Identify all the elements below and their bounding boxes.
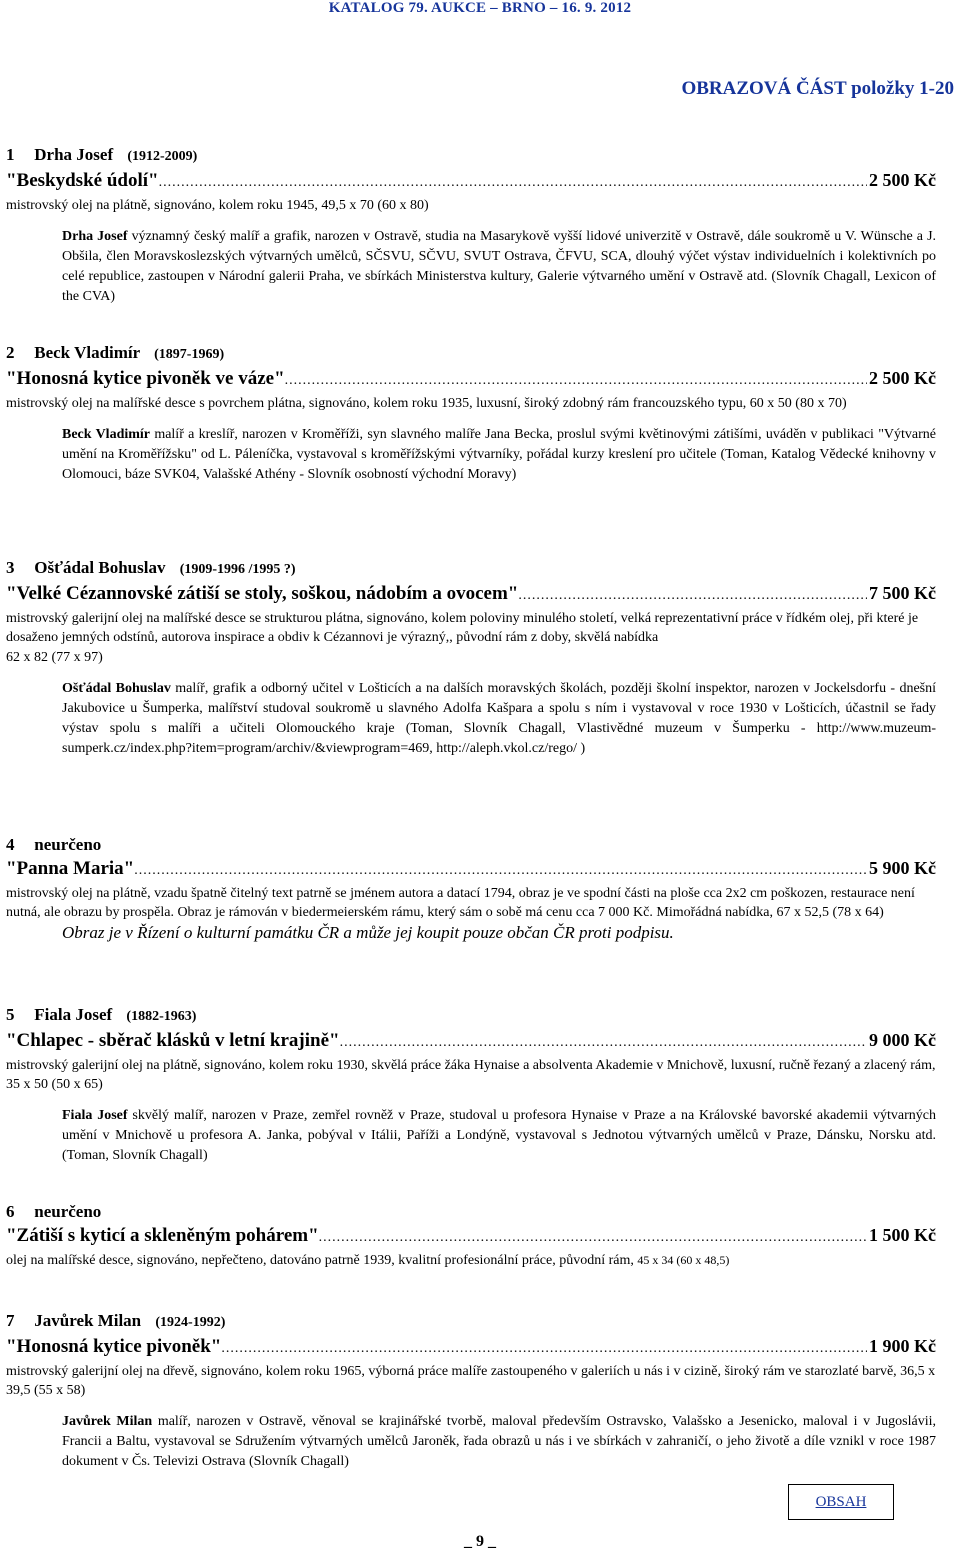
lot-item [6, 144, 936, 307]
artist-name: Drha Josef [34, 145, 114, 164]
leader-dots [285, 369, 867, 393]
bio-text: malíř, grafik a odborný učitel v Lošticích a na dalších moravských školách, později školní inspektor, narozen v Jockelsdorfu - dnešní Jakubovice u Šumperka, malířství studoval soukromě u slavného Adolfa Kašpara a spolu s ním i vystavoval v roce 1930 v Lošticích, účastnil se řady výstav spolu s malíři a učiteli Olomouckého kraje (Toman, Slovník Chagall, Vlastivědné muzeum v Šumperku - http://www.muzeum-sumperk.cz/index.php?item=program/archiv/&viewprogram=469, http://aleph.vkol.cz/rego/ ) [62, 681, 937, 756]
lot-number: 7 [6, 1311, 15, 1330]
artist-years: (1897-1969) [154, 347, 225, 362]
lot-description-text: olej na malířské desce, signováno, nepřečteno, datováno patrně 1939, kvalitní profesionální práce, původní rám, [6, 1253, 634, 1268]
lot-price: 7 500 Kč [869, 583, 936, 603]
artist-name: neurčeno [34, 835, 102, 854]
artist-name: Javůrek Milan [34, 1311, 142, 1330]
lot-title: "Panna Maria" [6, 858, 135, 879]
bio-artist-name: Fiala Josef [62, 1108, 128, 1123]
artist-name: Fiala Josef [34, 1005, 113, 1024]
lot-price: 2 500 Kč [869, 170, 936, 190]
lot-price: 9 000 Kč [869, 1030, 936, 1050]
lot-price: 1 900 Kč [869, 1336, 936, 1356]
lot-title: "Beskydské údolí" [6, 170, 159, 191]
bio-text: malíř a kreslíř, narozen v Kroměříži, syn slavného malíře Jana Becka, proslul svými květinovými zátišími, uváděn v publikaci "Výtvarné umění na Kroměřížsku" od L. Páleníčka, vystavoval s kroměřížskými výtvarníky, pořádal kurzy kreslení pro učitele (Toman, Katalog Vědecké knihovny v Olomouci, báze SVK04, Valašské Athény - Slovník osobností východní Moravy) [62, 427, 937, 482]
catalog-header: KATALOG 79. AUKCE – BRNO – 16. 9. 2012 [328, 0, 632, 16]
lot-title: "Zátiší s kyticí a skleněným pohárem" [6, 1225, 319, 1246]
lot-price: 1 500 Kč [869, 1225, 936, 1245]
lot-header [6, 342, 936, 366]
page-number: _ 9 _ [464, 1533, 496, 1550]
lot-description: mistrovský olej na plátně, signováno, kolem roku 1945, 49,5 x 70 (60 x 80) [6, 198, 429, 213]
artist-name: neurčeno [34, 1202, 102, 1221]
lot-number: 5 [6, 1005, 15, 1024]
lot-item [6, 1004, 936, 1166]
table-of-contents-link[interactable]: OBSAH [788, 1484, 894, 1520]
lot-title-row [6, 1334, 936, 1361]
lot-title-row [6, 1028, 936, 1055]
lot-header [6, 557, 936, 581]
lot-description: mistrovský olej na plátně, vzadu špatně čitelný text patrně se jménem autora a datací 1794, obraz je ve spodní části na ploše cca 2x2 cm poškozen, restaurace není nutná, ale obrazu by prospěla. Obraz je rámován v biedermeierském rámu, který sám o sobě má cenu cca 7 000 Kč. Mimořádná nabídka, 67 x 52,5 (78 x 64) [6, 886, 915, 920]
bio-artist-name: Ošťádal Bohuslav [62, 681, 171, 696]
leader-dots [221, 1337, 867, 1361]
lot-title: "Chlapec - sběrač klásků v letní krajině" [6, 1030, 340, 1051]
lot-number: 3 [6, 558, 15, 577]
lot-item [6, 834, 936, 944]
lot-description: mistrovský galerijní olej na malířské desce se strukturou plátna, signováno, kolem poloviny minulého století, velká reprezentativní práce v řídkém olej, při které je dosaženo jemných odstínů, autorova inspirace a obdiv k Cézannovi je výrazný,, původní rám z doby, skvělá nabídka [6, 611, 919, 645]
lot-description: mistrovský galerijní olej na dřevě, signováno, kolem roku 1965, výborná práce malíře zastoupeného v galeriích u nás i v cizině, široký rám ve starozlaté barvě, 36,5 x 39,5 (55 x 58) [6, 1364, 936, 1398]
lot-number: 4 [6, 835, 15, 854]
artist-years: (1882-1963) [126, 1009, 197, 1024]
leader-dots [134, 859, 867, 883]
artist-years: (1912-2009) [127, 149, 198, 164]
lot-description: mistrovský galerijní olej na plátně, signováno, kolem roku 1930, skvělá práce žáka Hynaise a absolventa Akademie v Mnichově, luxusní, ručně řezaný a zlacený rám, 35 x 50 (50 x 65) [6, 1058, 936, 1092]
lot-title-row [6, 856, 936, 883]
leader-dots [159, 171, 867, 195]
lot-title: "Honosná kytice pivoněk ve váze" [6, 368, 285, 389]
artist-years: (1909-1996 /1995 ?) [179, 562, 296, 577]
lot-header [6, 1004, 936, 1028]
leader-dots [518, 584, 867, 608]
bio-artist-name: Beck Vladimír [62, 427, 151, 442]
lot-title-row [6, 366, 936, 393]
lot-title: "Velké Cézannovské zátiší se stoly, soškou, nádobím a ovocem" [6, 583, 519, 604]
artist-bio [62, 1106, 936, 1166]
heritage-note: Obraz je v Řízení o kulturní památku ČR a může jej koupit pouze občan ČR proti podpisu. [62, 923, 674, 942]
lot-title: "Honosná kytice pivoněk" [6, 1336, 222, 1357]
lot-header [6, 1201, 936, 1223]
artist-years: (1924-1992) [155, 1315, 226, 1330]
lot-title-row [6, 581, 936, 608]
lot-dimensions: 45 x 34 (60 x 48,5) [637, 1253, 730, 1267]
lot-number: 1 [6, 145, 15, 164]
lot-title-row [6, 168, 936, 195]
lot-price: 2 500 Kč [869, 368, 936, 388]
section-title: OBRAZOVÁ ČÁST položky 1-20 [681, 78, 954, 99]
artist-bio [62, 679, 936, 759]
bio-artist-name: Javůrek Milan [62, 1414, 153, 1429]
lot-number: 2 [6, 343, 15, 362]
lot-item [6, 557, 936, 759]
bio-text: malíř, narozen v Ostravě, věnoval se krajinářské tvorbě, maloval především Ostravsko, Valašsko a Jesenicko, maloval i v Jugoslávii, Francii a Baltu, vystavoval se Sdružením výtvarných umělců Jaroněk, řada obrazů u nás i ve sbírkách v zahraničí, o jeho životě a díle vznikl v roce 1987 dokument v Čs. Televizi Ostrava (Slovník Chagall) [62, 1414, 937, 1469]
lot-item [6, 342, 936, 485]
lot-header [6, 1310, 936, 1334]
bio-text: významný český malíř a grafik, narozen v Ostravě, studia na Masarykově vyšší lidové univerzitě v Ostravě, dále soukromě u V. Wünsche a J. Obšila, člen Moravskoslezských výtvarných umělců, SČSVU, SČVU, SVUT Ostrava, ČFVU, SCA, dlouhý výčet výstav individuelních i kolektivních po celé republice, zastoupen v Národní galerii Praha, ve sbírkách Ministerstva kultury, Galerie výtvarného umění v Ostravě atd. (Slovník Chagall, Lexicon of the CVA) [62, 229, 937, 304]
lot-item [6, 1310, 936, 1472]
artist-bio [62, 1412, 936, 1472]
lot-header [6, 834, 936, 856]
lot-description: mistrovský olej na malířské desce s povrchem plátna, signováno, kolem roku 1935, luxusní, široký zdobný rám francouzského typu, 60 x 50 (80 x 70) [6, 396, 847, 411]
artist-bio [62, 227, 936, 307]
lot-price: 5 900 Kč [869, 858, 936, 878]
bio-artist-name: Drha Josef [62, 229, 128, 244]
artist-name: Ošťádal Bohuslav [34, 558, 166, 577]
leader-dots [319, 1226, 867, 1250]
artist-bio [62, 425, 936, 485]
bio-text: skvělý malíř, narozen v Praze, zemřel rovněž v Praze, studoval u profesora Hynaise v Praze a na Královské bavorské akademii výtvarných umění v Mnichově u profesora A. Janka, pobýval v Itálii, Paříži a Londýně, vystavoval s Jednotou výtvarných umělců v Praze, Dánsku, Norsku atd. (Toman, Slovník Chagall) [62, 1108, 937, 1163]
lot-dimensions: 62 x 82 (77 x 97) [6, 650, 103, 665]
lot-header [6, 144, 936, 168]
lot-number: 6 [6, 1202, 15, 1221]
artist-name: Beck Vladimír [34, 343, 140, 362]
lot-description [6, 1251, 936, 1270]
lot-item [6, 1201, 936, 1270]
leader-dots [340, 1031, 867, 1055]
lot-title-row [6, 1223, 936, 1250]
